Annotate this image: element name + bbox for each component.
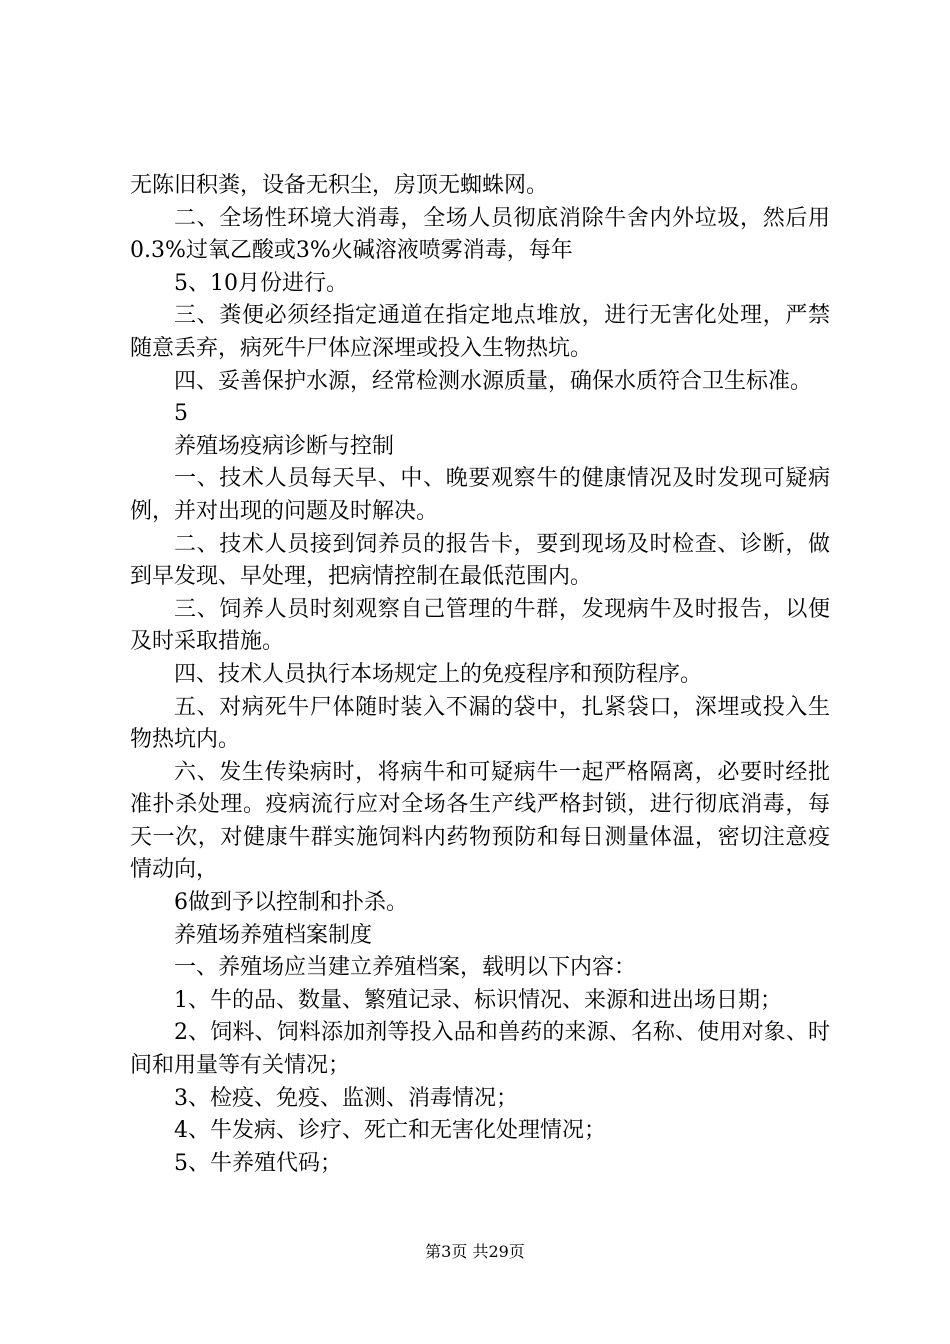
paragraph: 无陈旧积粪，设备无积尘，房顶无蜘蛛网。 [130,173,549,198]
section-number: 5 [174,401,188,427]
list-item: 4、牛发病、诊疗、死亡和无害化处理情况； [174,1118,606,1144]
page-footer [0,1242,950,1262]
paragraph: 5、10月份进行。 [174,270,348,296]
paragraph: 四、技术人员执行本场规定上的免疫程序和预防程序。 [174,661,703,687]
paragraph: 四、妥善保护水源，经常检测水源质量，确保水质符合卫生标准。 [174,368,813,394]
paragraph: 三、饲养人员时刻观察自己管理的牛群，发现病牛及时报告，以便及时采取措施。 [130,596,830,655]
document-body [130,170,830,1180]
list-item: 3、检疫、免疫、监测、消毒情况； [174,1085,518,1111]
paragraph: 二、技术人员接到饲养员的报告卡，要到现场及时检查、诊断，做到早发现、早处理，把病情控制在最低范围内。 [130,531,830,590]
paragraph: 六、发生传染病时，将病牛和可疑病牛一起严格隔离，必要时经批准扑杀处理。疫病流行应对全场各生产线严格封锁，进行彻底消毒，每天一次，对健康牛群实施饲料内药物预防和每日测量体温，密切注意疫情动向， [130,759,830,883]
list-item: 1、牛的品、数量、繁殖记录、标识情况、来源和进出场日期； [174,987,782,1013]
list-item: 5、牛养殖代码； [174,1150,342,1176]
paragraph: 一、养殖场应当建立养殖档案，载明以下内容： [174,955,637,981]
section-heading: 养殖场养殖档案制度 [174,922,373,948]
paragraph: 五、对病死牛尸体随时装入不漏的袋中，扎紧袋口，深埋或投入生物热坑内。 [130,694,830,753]
paragraph: 一、技术人员每天早、中、晚要观察牛的健康情况及时发现可疑病例，并对出现的问题及时解决。 [130,466,830,524]
page-number-label: 第3页 共29页 [425,1242,525,1261]
list-item: 2、饲料、饲料添加剂等投入品和兽药的来源、名称、使用对象、时间和用量等有关情况； [130,1020,830,1079]
paragraph: 三、粪便必须经指定通道在指定地点堆放，进行无害化处理，严禁随意丢弃，病死牛尸体应深埋或投入生物热坑。 [130,303,830,361]
section-heading: 养殖场疫病诊断与控制 [174,433,395,459]
paragraph: 6做到予以控制和扑杀。 [174,890,408,916]
paragraph: 二、全场性环境大消毒，全场人员彻底消除牛舍内外垃圾，然后用0.3%过氧乙酸或3%火碱溶液喷雾消毒，每年 [130,205,830,264]
